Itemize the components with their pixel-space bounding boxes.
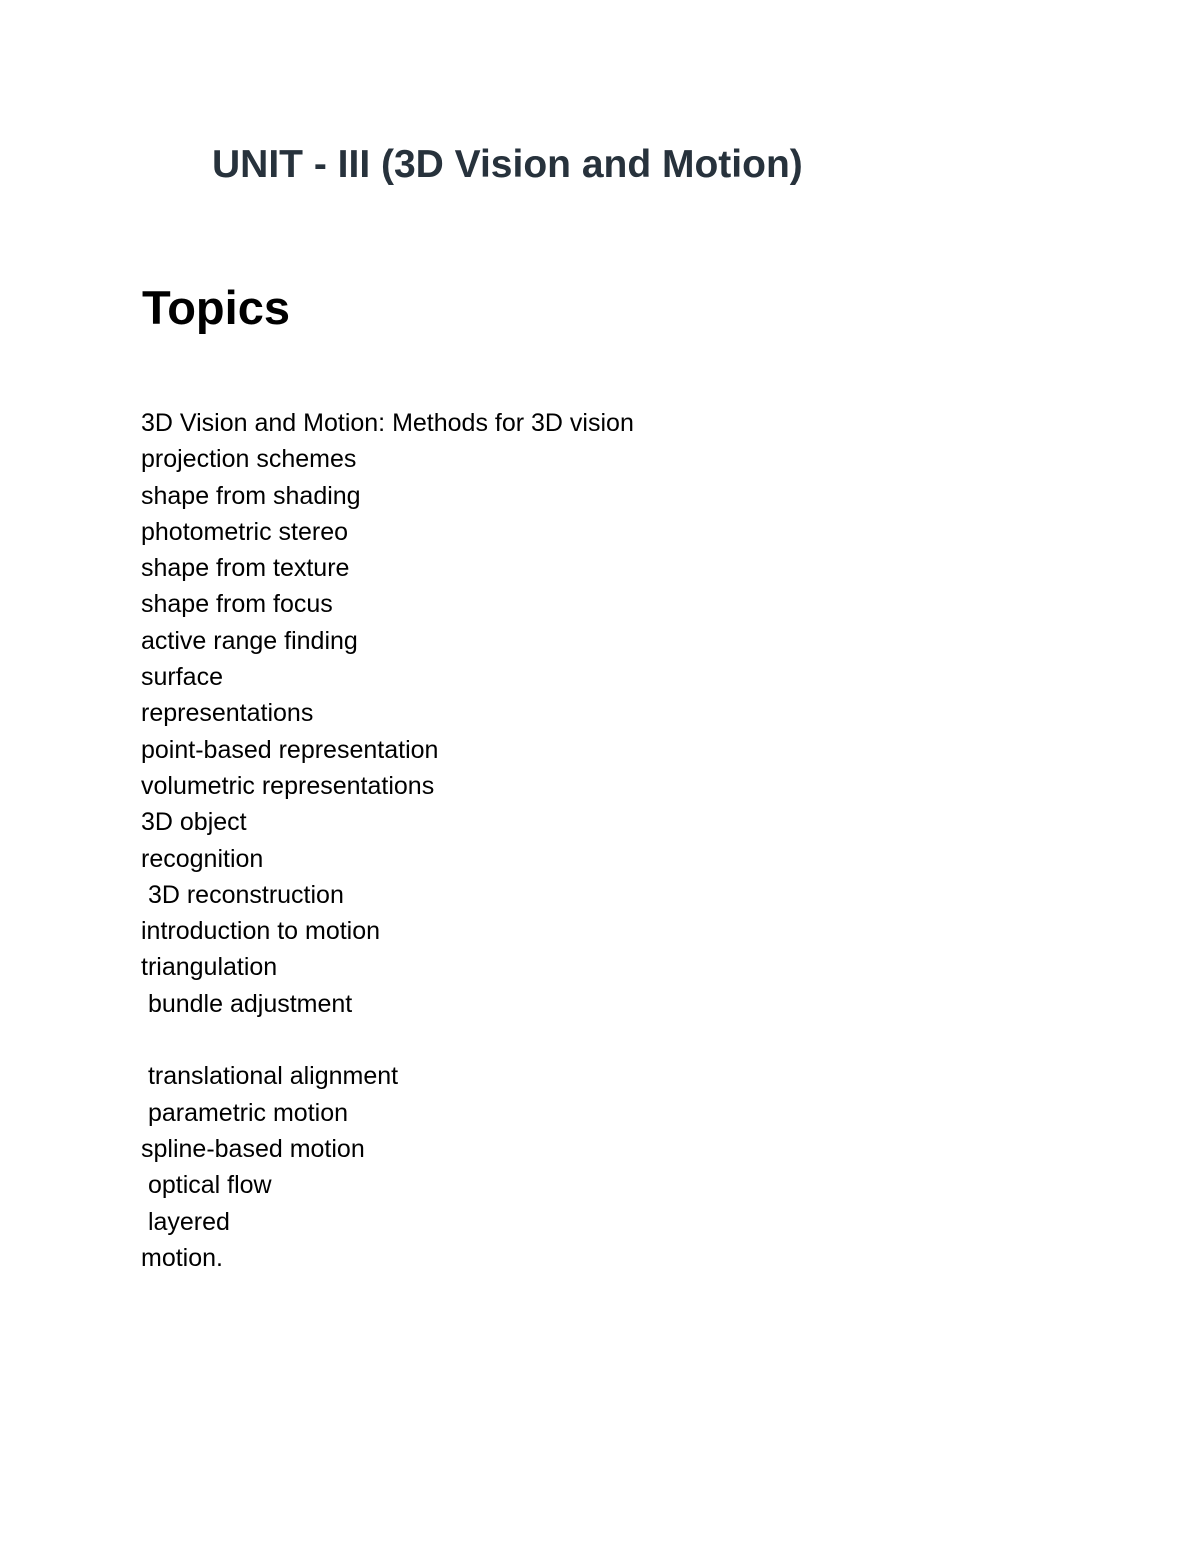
topic-line: introduction to motion — [141, 917, 381, 946]
topic-line: 3D object — [141, 808, 247, 837]
topic-line: motion. — [141, 1243, 223, 1272]
topic-line: volumetric representations — [141, 771, 435, 800]
topic-line: shape from focus — [141, 590, 333, 619]
topic-line: spline-based motion — [141, 1134, 365, 1163]
topics-heading: Topics — [142, 281, 290, 334]
topics-list — [141, 405, 634, 1276]
topic-line: parametric motion — [141, 1098, 349, 1127]
topic-line: projection schemes — [141, 445, 357, 474]
topic-line: point-based representation — [141, 735, 439, 764]
topic-line: shape from texture — [141, 554, 350, 583]
topic-line: 3D reconstruction — [141, 880, 344, 909]
topic-line: layered — [141, 1207, 230, 1236]
topic-line: photometric stereo — [141, 517, 349, 546]
topic-line: active range finding — [141, 626, 358, 655]
topic-line: shape from shading — [141, 481, 361, 510]
topic-line: translational alignment — [141, 1062, 399, 1091]
topic-line: representations — [141, 699, 314, 728]
topic-line: triangulation — [141, 953, 278, 982]
topic-line: bundle adjustment — [141, 989, 353, 1018]
topic-line: recognition — [141, 844, 264, 873]
blank-line — [141, 1022, 634, 1058]
unit-title: UNIT - III (3D Vision and Motion) — [212, 143, 803, 186]
topic-line: optical flow — [141, 1171, 272, 1200]
topic-line: 3D Vision and Motion: Methods for 3D vision — [141, 409, 634, 437]
topic-line: surface — [141, 663, 223, 692]
